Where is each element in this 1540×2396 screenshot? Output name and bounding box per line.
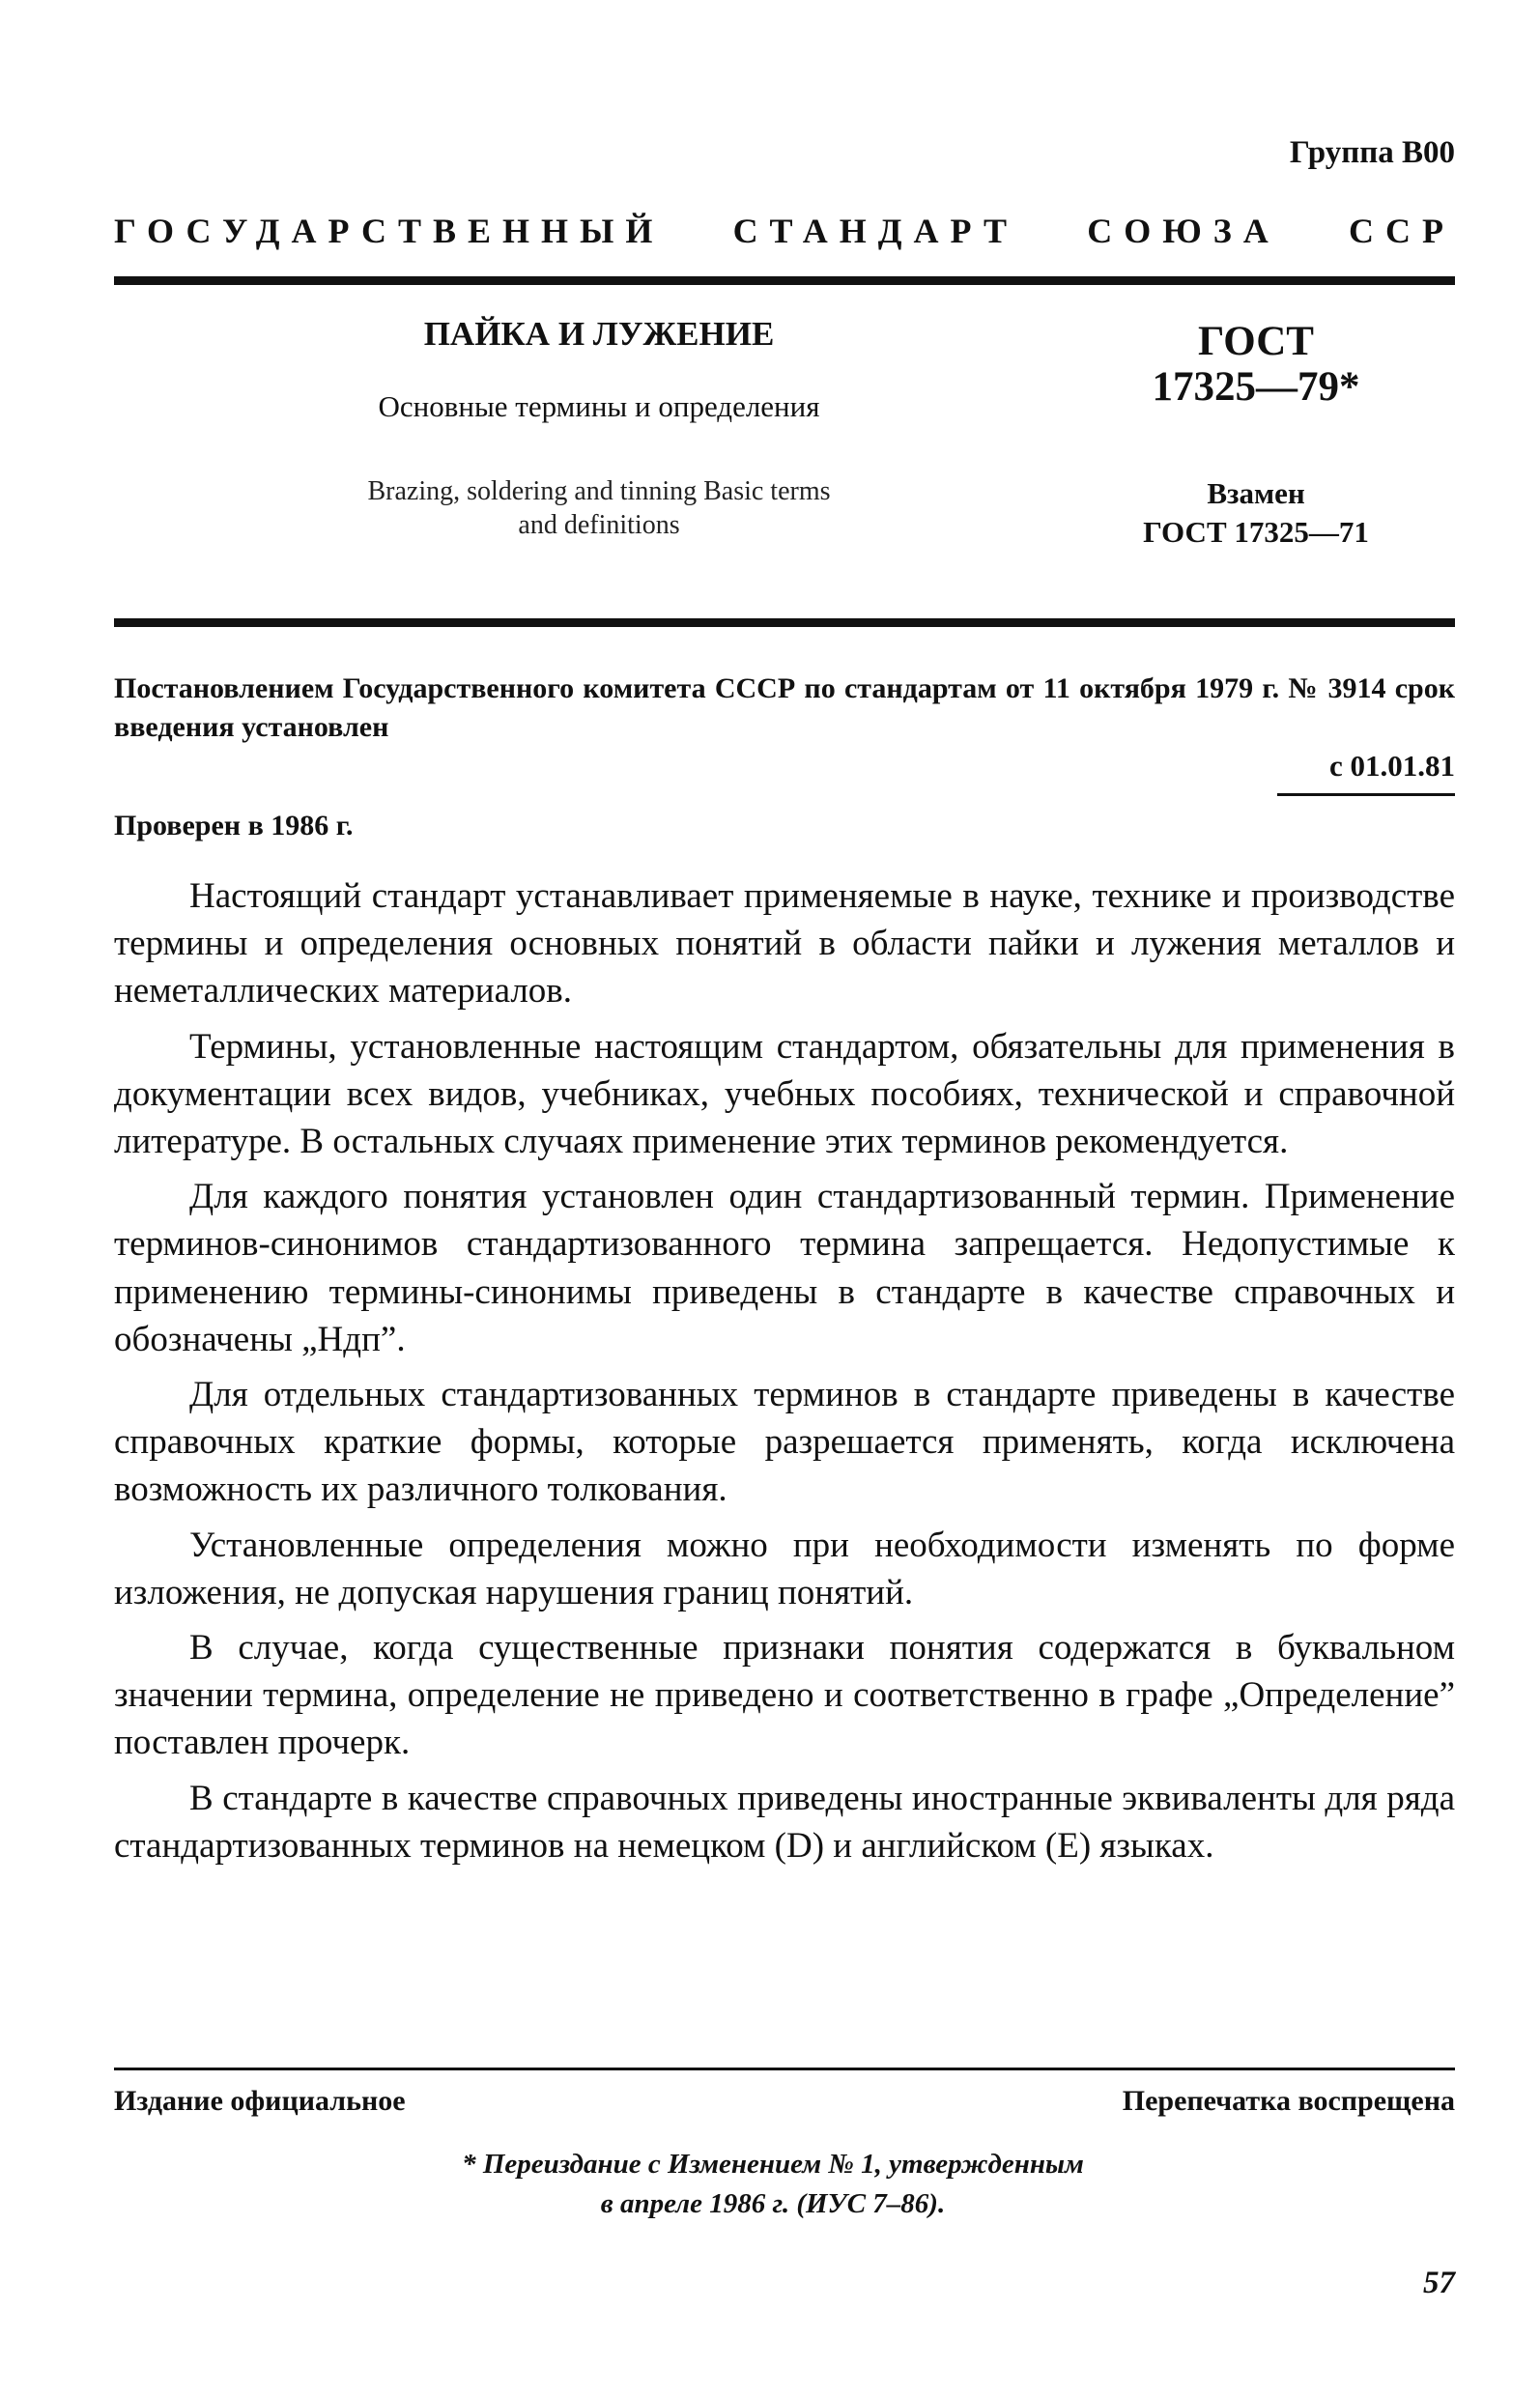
effective-date: с 01.01.81 (1328, 749, 1455, 783)
top-divider (114, 276, 1455, 285)
replaces-label: Взамен (1207, 475, 1305, 510)
replaces-number: ГОСТ 17325—71 (1143, 514, 1369, 549)
body-paragraph: Термины, установленные настоящим стандартом, обязательны для применения в документации всех видов, учебниках, учебных пособиях, технической и справочной литературе. В остальных случаях применение этих терминов рекомендуется. (114, 1026, 1455, 1162)
gost-number: 17325—79* (1152, 364, 1360, 411)
body-paragraph: Настоящий стандарт устанавливает применяемые в науке, технике и производстве термины и определения основных понятий в области пайки и лужения металлов и неметаллических материалов. (114, 876, 1455, 1012)
official-edition: Издание официальное (114, 2085, 406, 2117)
middle-divider (114, 618, 1455, 627)
gost-block (1072, 319, 1440, 550)
english-title-line: and definitions (518, 510, 680, 540)
body-paragraph: В случае, когда существенные признаки понятия содержатся в буквальном значении термина, определение не приведено и соответственно в графе „Определение” поставлен прочерк. (114, 1628, 1455, 1763)
state-standard-word: СОЮЗА (1087, 212, 1280, 250)
page-number: 57 (1423, 2266, 1455, 2300)
body-paragraph: Для каждого понятия установлен один стандартизованный термин. Применение терминов-синонимов стандартизованного термина запрещается. Недопустимые к применению термины-синонимы приведены в стандарте в качестве справочных и обозначены „Ндп”. (114, 1177, 1455, 1359)
state-standard-heading (114, 211, 1455, 251)
english-title-line: Brazing, soldering and tinning Basic terms (367, 476, 831, 506)
no-reprint-notice: Перепечатка воспрещена (1122, 2085, 1455, 2117)
footnote-line: * Переиздание с Изменением № 1, утвержденным (462, 2149, 1084, 2180)
bottom-divider (114, 2068, 1455, 2070)
document-title: ПАЙКА И ЛУЖЕНИЕ (423, 315, 775, 353)
footnote-line: в апреле 1986 г. (ИУС 7–86). (600, 2187, 946, 2219)
body-text (114, 872, 1455, 1877)
footnote (290, 2145, 1256, 2223)
effective-date-underline (1277, 793, 1455, 796)
english-title (261, 474, 937, 542)
title-block (261, 314, 937, 542)
body-paragraph: Установленные определения можно при необходимости изменять по форме изложения, не допуская нарушения границ понятий. (114, 1525, 1455, 1612)
gost-label: ГОСТ (1198, 319, 1314, 364)
document-subtitle: Основные термины и определения (378, 389, 820, 423)
body-paragraph: В стандарте в качестве справочных приведены иностранные эквиваленты для ряда стандартизованных терминов на немецком (D) и английском (Е) языках. (114, 1778, 1455, 1866)
body-paragraph: Для отдельных стандартизованных терминов в стандарте приведены в качестве справочных краткие формы, которые разрешается применять, когда исключена возможность их различного толкования. (114, 1375, 1455, 1510)
decree-text: Постановлением Государственного комитета СССР по стандартам от 11 октября 1979 г. № 3914 срок введения установлен (114, 672, 1455, 743)
state-standard-word: ГОСУДАРСТВЕННЫЙ (114, 212, 665, 250)
state-standard-word: ССР (1348, 212, 1455, 250)
state-standard-word: СТАНДАРТ (732, 212, 1018, 250)
group-label: Группа В00 (1289, 135, 1455, 170)
checked-note: Проверен в 1986 г. (114, 810, 354, 841)
